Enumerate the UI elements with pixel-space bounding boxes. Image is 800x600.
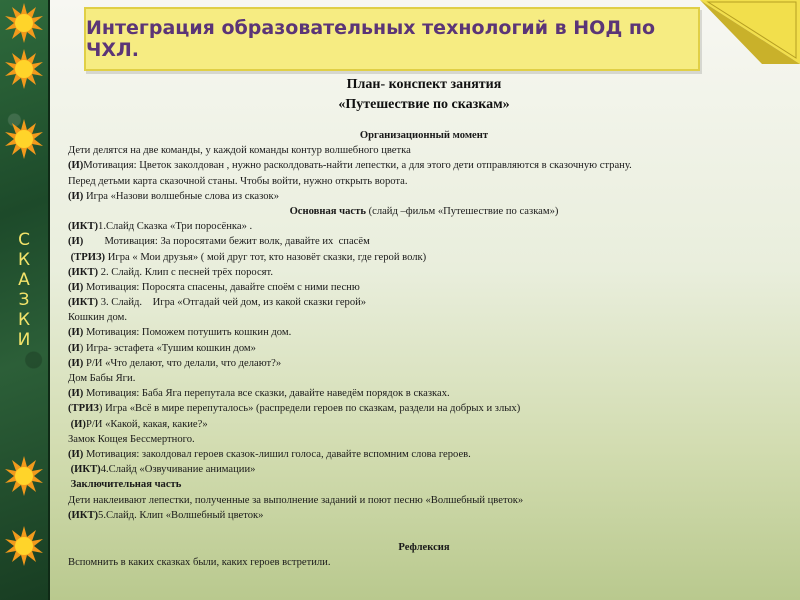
tag: (И <box>68 342 80 354</box>
section-heading-final: Заключительная часть <box>68 479 182 491</box>
section-heading-main <box>68 204 780 219</box>
text: 1.Слайд Сказка «Три поросёнка» . <box>98 221 253 233</box>
text: 2. Слайд. Клип с песней трёх поросят. <box>98 266 273 278</box>
text: ) Игра «Всё в мире перепуталось» (распредели героев по сказкам, раздели на добрых и злых) <box>98 403 521 415</box>
text-line <box>68 250 780 265</box>
text-line <box>68 280 780 295</box>
text-line: Кошкин дом. <box>68 312 127 324</box>
text-line: Дети делятся на две команды, у каждой команды контур волшебного цветка <box>68 145 411 157</box>
tag: (ИКТ) <box>68 464 101 476</box>
text: Мотивация: заколдовал героев сказок-лишил голоса, давайте вспомним слова героев. <box>83 448 471 460</box>
note: (слайд –фильм «Путешествие по сазкам») <box>365 205 559 217</box>
tag: (ТРИЗ <box>68 403 99 415</box>
text: 5.Слайд. Клип «Волшебный цветок» <box>98 509 264 521</box>
text-line <box>68 417 780 432</box>
text: Мотивация: Цветок заколдован , нужно расколдовать-найти лепестки, а для этого дети отправляются в сказочную страну. <box>83 160 632 172</box>
text-line <box>68 189 780 204</box>
text-line: Перед детьми карта сказочной станы. Чтобы войти, нужно открыть ворота. <box>68 175 408 187</box>
tag: (ИКТ) <box>68 297 99 309</box>
sun-icon <box>3 48 45 90</box>
tag: (И) <box>68 388 84 400</box>
text: Игра « Мои друзья» ( мой друг тот, кто назовёт сказки, где герой волк) <box>105 251 427 263</box>
sidebar-vertical-word <box>0 230 48 350</box>
text-line <box>68 508 780 523</box>
text: Р/И «Что делают, что делали, что делают?» <box>83 357 282 369</box>
text-line: Дети наклеивают лепестки, полученные за выполнение заданий и поют песню «Волшебный цветок» <box>68 494 524 506</box>
text: Мотивация: Баба Яга перепутала все сказки, давайте наведём порядок в сказках. <box>83 388 450 400</box>
text: Мотивация: За поросятами бежит волк, давайте их спасём <box>83 236 370 248</box>
section-heading-reflection: Рефлексия <box>398 541 450 553</box>
text: 3. Слайд. Игра «Отгадай чей дом, из какой сказки герой» <box>98 297 367 309</box>
text: 4.Слайд «Озвучивание анимации» <box>100 464 256 476</box>
section-heading-org: Организационный момент <box>359 130 489 141</box>
sidebar-letter: С <box>18 230 30 250</box>
sidebar-letter: И <box>17 330 31 350</box>
text: Р/И «Какой, какая, какие?» <box>85 418 208 430</box>
text-line <box>68 265 780 280</box>
plan-subheading: «Путешествие по сказкам» <box>338 97 510 112</box>
sidebar-letter: З <box>18 290 30 310</box>
tag: (ИКТ) <box>68 266 99 278</box>
text-line <box>68 219 780 234</box>
sun-icon <box>3 118 45 160</box>
text-line <box>68 341 780 356</box>
tag: (И) <box>68 327 84 339</box>
tag: (ТРИЗ) <box>68 251 106 263</box>
sidebar-letter: К <box>17 310 31 330</box>
text-line: Замок Кощея Бессмертного. <box>68 433 195 445</box>
slide-title: Интеграция образовательных технологий в НОД по ЧХЛ. <box>86 17 656 61</box>
corner-fold-icon <box>700 0 800 64</box>
text: Мотивация: Поросята спасены, давайте споём с ними песню <box>83 281 360 293</box>
text-line <box>68 462 780 477</box>
left-sidebar <box>0 0 50 600</box>
sun-icon <box>3 455 45 497</box>
text-line <box>68 447 780 462</box>
sidebar-letter: А <box>18 270 30 290</box>
sidebar-letter: К <box>17 250 31 270</box>
lesson-plan-body <box>68 128 780 570</box>
text: ) Игра- эстафета «Тушим кошкин дом» <box>79 342 256 354</box>
tag: (ИКТ) <box>68 221 99 233</box>
text-line: Вспомнить в каких сказках были, каких героев встретили. <box>68 557 331 569</box>
heading: Основная часть <box>289 205 366 217</box>
text-line <box>68 356 780 371</box>
tag: (И) <box>68 448 84 460</box>
text-line: Дом Бабы Яги. <box>68 373 136 384</box>
text: Игра «Назови волшебные слова из сказок» <box>83 190 279 202</box>
text-line <box>68 234 780 249</box>
text-line <box>68 295 780 310</box>
plan-heading: План- конспект занятия <box>346 77 502 92</box>
title-banner <box>84 7 700 71</box>
text-line <box>68 158 780 173</box>
text-line <box>68 325 780 340</box>
tag: (И) <box>68 190 84 202</box>
tag: (ИКТ) <box>68 509 99 521</box>
sun-icon <box>3 525 45 567</box>
spacer <box>68 523 780 540</box>
tag: (И) <box>68 357 84 369</box>
sun-icon <box>3 2 45 44</box>
tag: (И) <box>68 281 84 293</box>
text: Мотивация: Поможем потушить кошкин дом. <box>83 327 292 339</box>
text-line <box>68 386 780 401</box>
tag: (И) <box>68 160 84 172</box>
text-line <box>68 401 780 416</box>
tag: (И) <box>68 236 84 248</box>
tag: (И) <box>68 418 86 430</box>
